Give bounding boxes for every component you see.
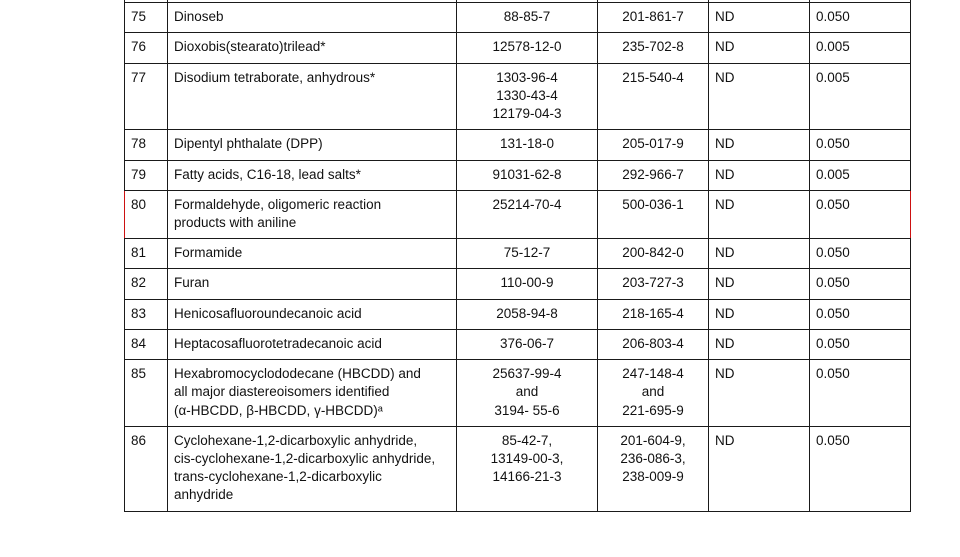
table-row [125,33,911,63]
cell-limit: 0.050 [810,360,911,427]
table-row [125,269,911,299]
table-row [125,299,911,329]
cell-limit: 0.050 [810,3,911,33]
cell-result: ND [709,239,810,269]
table-row-highlighted [125,190,911,238]
cell-limit: 0.050 [810,130,911,160]
cell-cas: 12578-12-0 [457,33,598,63]
table-row [125,239,911,269]
cell-cas: 376-06-7 [457,329,598,359]
cell-ec: 201-861-7 [598,3,709,33]
cell-cas: 85-42-7, 13149-00-3, 14166-21-3 [457,426,598,511]
table-row [125,130,911,160]
cell-substance: Heptacosafluorotetradecanoic acid [168,329,457,359]
cell-result: ND [709,160,810,190]
cell-result: ND [709,299,810,329]
table-row [125,63,911,130]
cell-cas: 75-12-7 [457,239,598,269]
cell-limit: 0.050 [810,426,911,511]
cell-ec: 235-702-8 [598,33,709,63]
cell-limit: 0.005 [810,63,911,130]
cell-result: ND [709,3,810,33]
cell-ec: 218-165-4 [598,299,709,329]
cell-result: ND [709,360,810,427]
cell-substance: Dioxobis(stearato)trilead* [168,33,457,63]
cell-limit: 0.050 [810,239,911,269]
cell-cas: 131-18-0 [457,130,598,160]
cell-substance: Dinoseb [168,3,457,33]
cell-substance: Disodium tetraborate, anhydrous* [168,63,457,130]
cell-cas: 2058-94-8 [457,299,598,329]
cell-cas: 110-00-9 [457,269,598,299]
cell-cas: 88-85-7 [457,3,598,33]
cell-limit: 0.005 [810,33,911,63]
cell-cas: 25214-70-4 [457,190,598,238]
cell-limit: 0.005 [810,160,911,190]
cell-no: 79 [125,160,168,190]
cell-no: 85 [125,360,168,427]
cell-ec: 215-540-4 [598,63,709,130]
cell-ec: 203-727-3 [598,269,709,299]
cell-cas: 25637-99-4 and 3194- 55-6 [457,360,598,427]
cell-limit: 0.050 [810,329,911,359]
cell-ec: 292-966-7 [598,160,709,190]
cell-result: ND [709,269,810,299]
cell-no: 77 [125,63,168,130]
cell-ec: 201-604-9, 236-086-3, 238-009-9 [598,426,709,511]
cell-result: ND [709,130,810,160]
cell-cas: 1303-96-4 1330-43-4 12179-04-3 [457,63,598,130]
table-row [125,329,911,359]
cell-no: 76 [125,33,168,63]
cell-result: ND [709,329,810,359]
cell-no: 86 [125,426,168,511]
cell-substance: Dipentyl phthalate (DPP) [168,130,457,160]
cell-substance: Formamide [168,239,457,269]
cell-limit: 0.050 [810,269,911,299]
cell-limit: 0.050 [810,299,911,329]
cell-result: ND [709,426,810,511]
cell-substance: Cyclohexane-1,2-dicarboxylic anhydride, cis-cyclohexane-1,2-dicarboxylic anhydride, trans-cyclohexane-1,2-dicarboxylic anhydride [168,426,457,511]
cell-no: 81 [125,239,168,269]
cell-result: ND [709,63,810,130]
cell-result: ND [709,190,810,238]
cell-ec: 206-803-4 [598,329,709,359]
cell-substance: Furan [168,269,457,299]
substance-table [124,0,911,512]
cell-substance: Hexabromocyclododecane (HBCDD) and all major diastereoisomers identified (α-HBCDD, β-HBCDD, γ-HBCDD)ᵃ [168,360,457,427]
table-row [125,3,911,33]
cell-substance: Formaldehyde, oligomeric reaction products with aniline [168,190,457,238]
cell-limit: 0.050 [810,190,911,238]
cell-ec: 205-017-9 [598,130,709,160]
table-row [125,426,911,511]
table-row [125,160,911,190]
cell-no: 82 [125,269,168,299]
cell-substance: Fatty acids, C16-18, lead salts* [168,160,457,190]
cell-substance: Henicosafluoroundecanoic acid [168,299,457,329]
cell-no: 80 [125,190,168,238]
cell-ec: 247-148-4 and 221-695-9 [598,360,709,427]
cell-cas: 91031-62-8 [457,160,598,190]
cell-no: 83 [125,299,168,329]
cell-result: ND [709,33,810,63]
substance-table-container [124,0,850,512]
cell-no: 78 [125,130,168,160]
substance-table-body [125,0,911,511]
cell-ec: 200-842-0 [598,239,709,269]
cell-ec: 500-036-1 [598,190,709,238]
table-row [125,360,911,427]
cell-no: 75 [125,3,168,33]
cell-no: 84 [125,329,168,359]
